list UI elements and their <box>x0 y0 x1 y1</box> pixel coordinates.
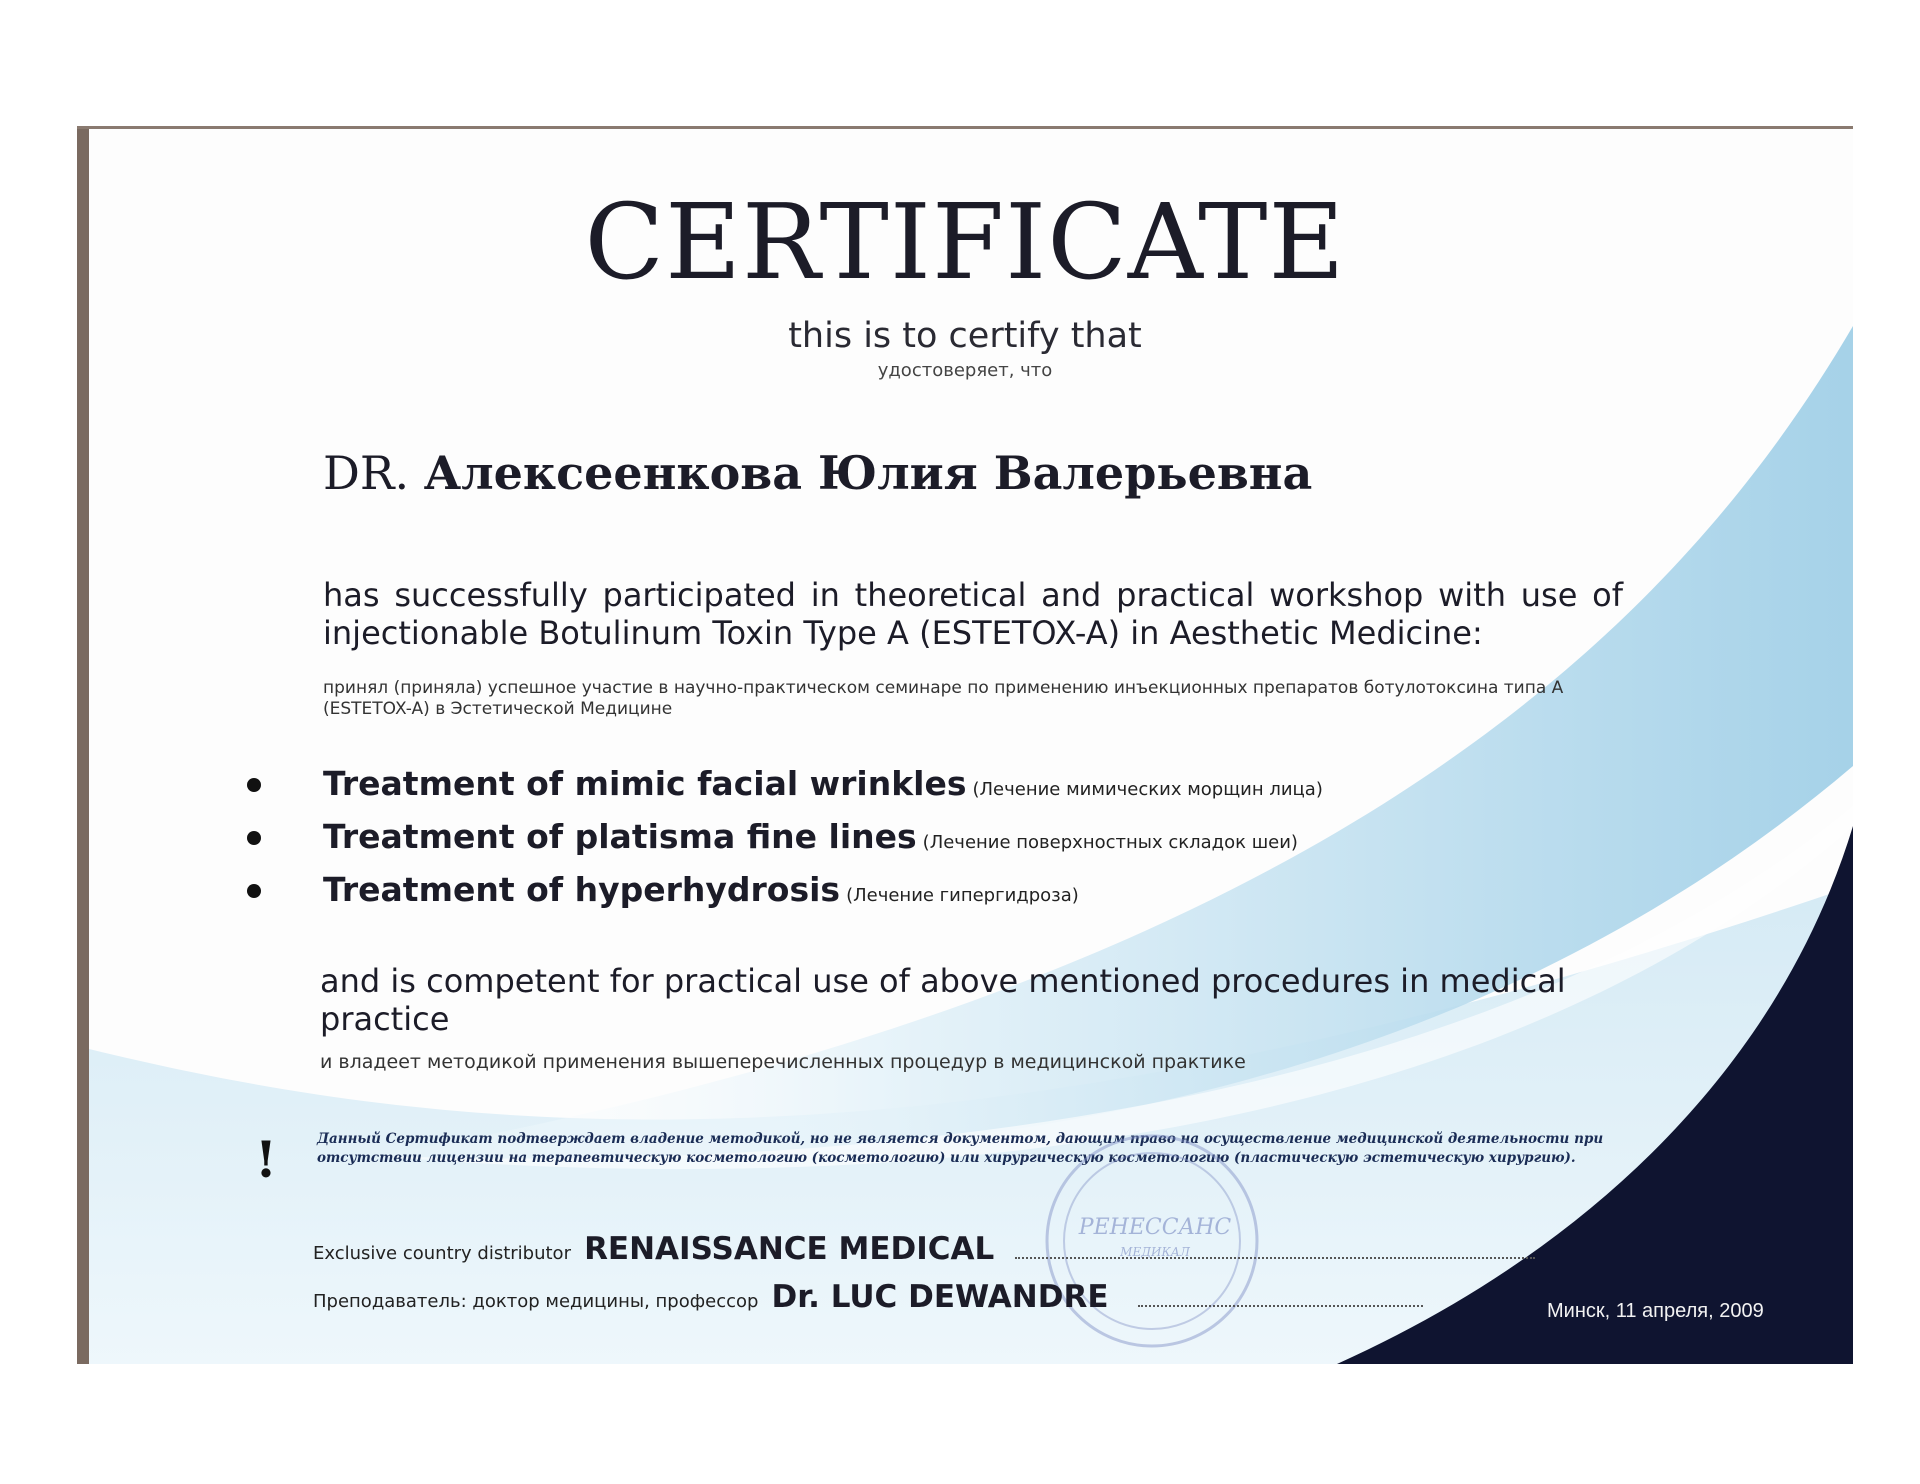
signature-line <box>1015 1257 1535 1259</box>
bullet-icon <box>247 831 261 845</box>
signature-line <box>1138 1305 1423 1307</box>
certificate-sheet <box>77 126 1853 1364</box>
teacher-line <box>313 1279 1423 1315</box>
subtitle-en: this is to certify that <box>788 316 1142 356</box>
name-text: Алексеенкова Юлия Валерьевна <box>423 446 1313 500</box>
treatment-en: Treatment of mimic facial wrinkles <box>323 764 967 803</box>
teacher-name: Dr. LUC DEWANDRE <box>771 1279 1109 1315</box>
participation-text-en: has successfully participated in theoretical and practical workshop with use of injectionable Botulinum Toxin Type A (ESTETOX-A) in Aesthetic Medicine: <box>323 576 1623 652</box>
teacher-label: Преподаватель: доктор медицины, профессор <box>313 1291 759 1312</box>
paper-edge-top <box>77 126 1853 129</box>
certificate-title: CERTIFICATE <box>584 181 1346 303</box>
competence-text-en: and is competent for practical use of above mentioned procedures in medical practice <box>320 962 1566 1038</box>
svg-text:МЕДИКАЛ: МЕДИКАЛ <box>1120 1245 1190 1259</box>
distributor-line <box>313 1231 1535 1267</box>
bullet-icon <box>247 884 261 898</box>
treatment-ru: (Лечение гипергидроза) <box>846 885 1079 906</box>
license-notice: Данный Сертификат подтверждает владение методикой, но не является документом, дающим право на осуществление медицинской деятельности при отсутствии лицензии на терапевтическую косметологию (косметологию) или хирургическую косметологию (пластическую эстетическую хирургию). <box>317 1131 1604 1166</box>
recipient-name <box>323 446 1312 500</box>
subtitle-ru: удостоверяет, что <box>877 360 1053 381</box>
issue-date: Минск, 11 апреля, 2009 <box>1547 1300 1764 1322</box>
distributor-label: Exclusive country distributor <box>313 1243 571 1264</box>
svg-text:РЕНЕССАНС: РЕНЕССАНС <box>1078 1215 1232 1240</box>
competence-text-ru: и владеет методикой применения вышеперечисленных процедур в медицинской практике <box>320 1051 1246 1073</box>
treatment-ru: (Лечение мимических морщин лица) <box>972 779 1323 800</box>
participation-text-ru: принял (приняла) успешное участие в научно-практическом семинаре по применению инъекционных препаратов ботулотоксина типа А (ESTETOX-A) в Эстетической Медицине <box>323 678 1564 719</box>
name-prefix: DR. <box>323 446 410 500</box>
treatment-ru: (Лечение поверхностных складок шеи) <box>922 832 1298 853</box>
treatment-en: Treatment of platisma fine lines <box>323 817 917 856</box>
exclamation-icon: ! <box>255 1130 277 1189</box>
distributor-name: RENAISSANCE MEDICAL <box>584 1231 995 1267</box>
bullet-icon <box>247 778 261 792</box>
background-waves <box>77 126 1853 1364</box>
treatment-en: Treatment of hyperhydrosis <box>323 870 841 909</box>
paper-edge-left <box>77 126 89 1364</box>
